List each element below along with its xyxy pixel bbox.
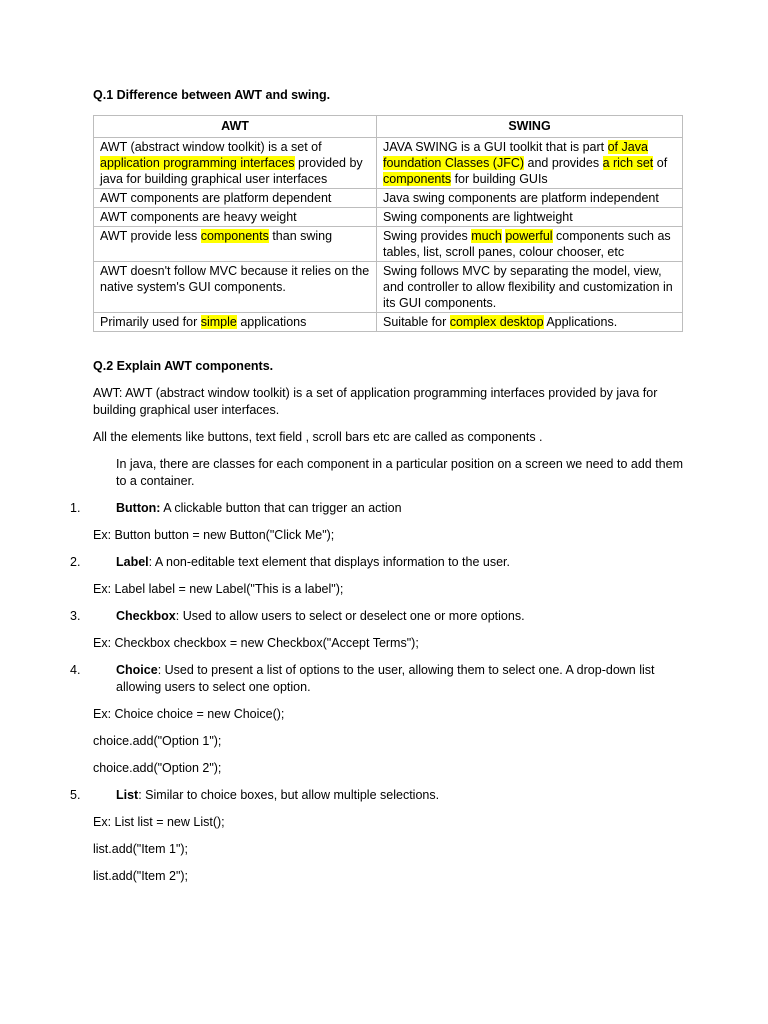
item-name: Button: xyxy=(116,501,161,515)
q2-section xyxy=(70,358,683,895)
header-awt: AWT xyxy=(94,116,377,138)
item-name: Choice xyxy=(116,663,158,677)
table-row xyxy=(94,189,683,208)
cell-text: of xyxy=(653,156,668,170)
item-name: Checkbox xyxy=(116,609,176,623)
cell-awt xyxy=(94,313,377,332)
cell-swing xyxy=(377,262,683,313)
cell-swing xyxy=(377,227,683,262)
cell-swing xyxy=(377,138,683,189)
table-row xyxy=(94,262,683,313)
cell-text: provided by java for building graphical user interfaces xyxy=(100,156,363,186)
cell-text: Swing provides xyxy=(383,229,472,243)
list-item xyxy=(70,787,683,804)
cell-awt xyxy=(94,208,377,227)
code-example: Ex: Choice choice = new Choice(); xyxy=(93,707,285,721)
table-header-row xyxy=(94,116,683,138)
item-name: Label xyxy=(116,555,149,569)
code-example: Ex: Checkbox checkbox = new Checkbox("Accept Terms"); xyxy=(93,636,419,650)
header-swing: SWING xyxy=(377,116,683,138)
item-name: List xyxy=(116,788,139,802)
highlighted-text: components xyxy=(383,172,452,186)
cell-text: Applications. xyxy=(543,315,618,329)
item-description: A clickable button that can trigger an action xyxy=(160,501,402,515)
cell-text: for building GUIs xyxy=(451,172,548,186)
comparison-table xyxy=(93,115,683,332)
cell-swing xyxy=(377,189,683,208)
item-number: 1. xyxy=(70,501,81,515)
cell-text: AWT components are heavy weight xyxy=(100,210,297,224)
item-description: : Used to allow users to select or deselect one or more options. xyxy=(175,609,525,623)
cell-text: AWT doesn't follow MVC because it relies on the native system's GUI components. xyxy=(100,264,370,294)
cell-text: JAVA SWING is a GUI toolkit that is part xyxy=(383,140,608,154)
item-description: : Used to present a list of options to the user, allowing them to select one. A drop-down list allowing users to select one option. xyxy=(116,663,655,694)
q2-heading: Q.2 Explain AWT components. xyxy=(93,359,274,373)
highlighted-text: much xyxy=(471,229,502,243)
table-row xyxy=(94,208,683,227)
q2-intro: AWT: AWT (abstract window toolkit) is a set of application programming interfaces provided by java for building graphical user interfaces. xyxy=(93,386,658,417)
highlighted-text: of Java foundation Classes (JFC) xyxy=(383,140,648,170)
cell-swing xyxy=(377,208,683,227)
highlighted-text: complex desktop xyxy=(449,315,544,329)
highlighted-text: application programming interfaces xyxy=(100,156,295,170)
cell-text: components such as tables, list, scroll panes, colour chooser, etc xyxy=(383,229,671,259)
cell-awt xyxy=(94,227,377,262)
item-description: : A non-editable text element that displays information to the user. xyxy=(148,555,510,569)
item-number: 2. xyxy=(70,555,81,569)
cell-text: Suitable for xyxy=(383,315,450,329)
q2-container-note: In java, there are classes for each component in a particular position on a screen we need to add them to a container. xyxy=(116,457,683,488)
cell-text: AWT (abstract window toolkit) is a set of xyxy=(100,140,322,154)
highlighted-text: powerful xyxy=(505,229,553,243)
list-item xyxy=(70,500,683,517)
code-example: choice.add("Option 1"); xyxy=(93,734,222,748)
cell-text: AWT provide less xyxy=(100,229,201,243)
q1-heading: Q.1 Difference between AWT and swing. xyxy=(93,88,331,102)
list-item xyxy=(70,662,683,696)
cell-awt xyxy=(94,262,377,313)
item-number: 4. xyxy=(70,663,81,677)
highlighted-text: simple xyxy=(200,315,237,329)
list-item xyxy=(70,554,683,571)
q2-elements: All the elements like buttons, text field , scroll bars etc are called as components . xyxy=(93,430,543,444)
cell-text: Swing follows MVC by separating the model, view, and controller to allow flexibility and customization in its GUI components. xyxy=(383,264,673,310)
code-example: Ex: Button button = new Button("Click Me"); xyxy=(93,528,335,542)
code-example: choice.add("Option 2"); xyxy=(93,761,222,775)
cell-text: than swing xyxy=(268,229,333,243)
highlighted-text: a rich set xyxy=(602,156,654,170)
table-row xyxy=(94,138,683,189)
cell-awt xyxy=(94,189,377,208)
cell-text: and provides xyxy=(524,156,603,170)
component-list xyxy=(70,500,683,885)
item-number: 5. xyxy=(70,788,81,802)
table-row xyxy=(94,227,683,262)
cell-swing xyxy=(377,313,683,332)
code-example: list.add("Item 1"); xyxy=(93,842,189,856)
highlighted-text: components xyxy=(200,229,269,243)
cell-text: Java swing components are platform independent xyxy=(383,191,659,205)
item-number: 3. xyxy=(70,609,81,623)
item-description: : Similar to choice boxes, but allow multiple selections. xyxy=(138,788,440,802)
cell-text: Primarily used for xyxy=(100,315,201,329)
cell-text: Swing components are lightweight xyxy=(383,210,573,224)
cell-awt xyxy=(94,138,377,189)
cell-text: AWT components are platform dependent xyxy=(100,191,332,205)
list-item xyxy=(70,608,683,625)
code-example: Ex: List list = new List(); xyxy=(93,815,225,829)
code-example: list.add("Item 2"); xyxy=(93,869,189,883)
cell-text: applications xyxy=(236,315,307,329)
code-example: Ex: Label label = new Label("This is a label"); xyxy=(93,582,344,596)
table-row xyxy=(94,313,683,332)
